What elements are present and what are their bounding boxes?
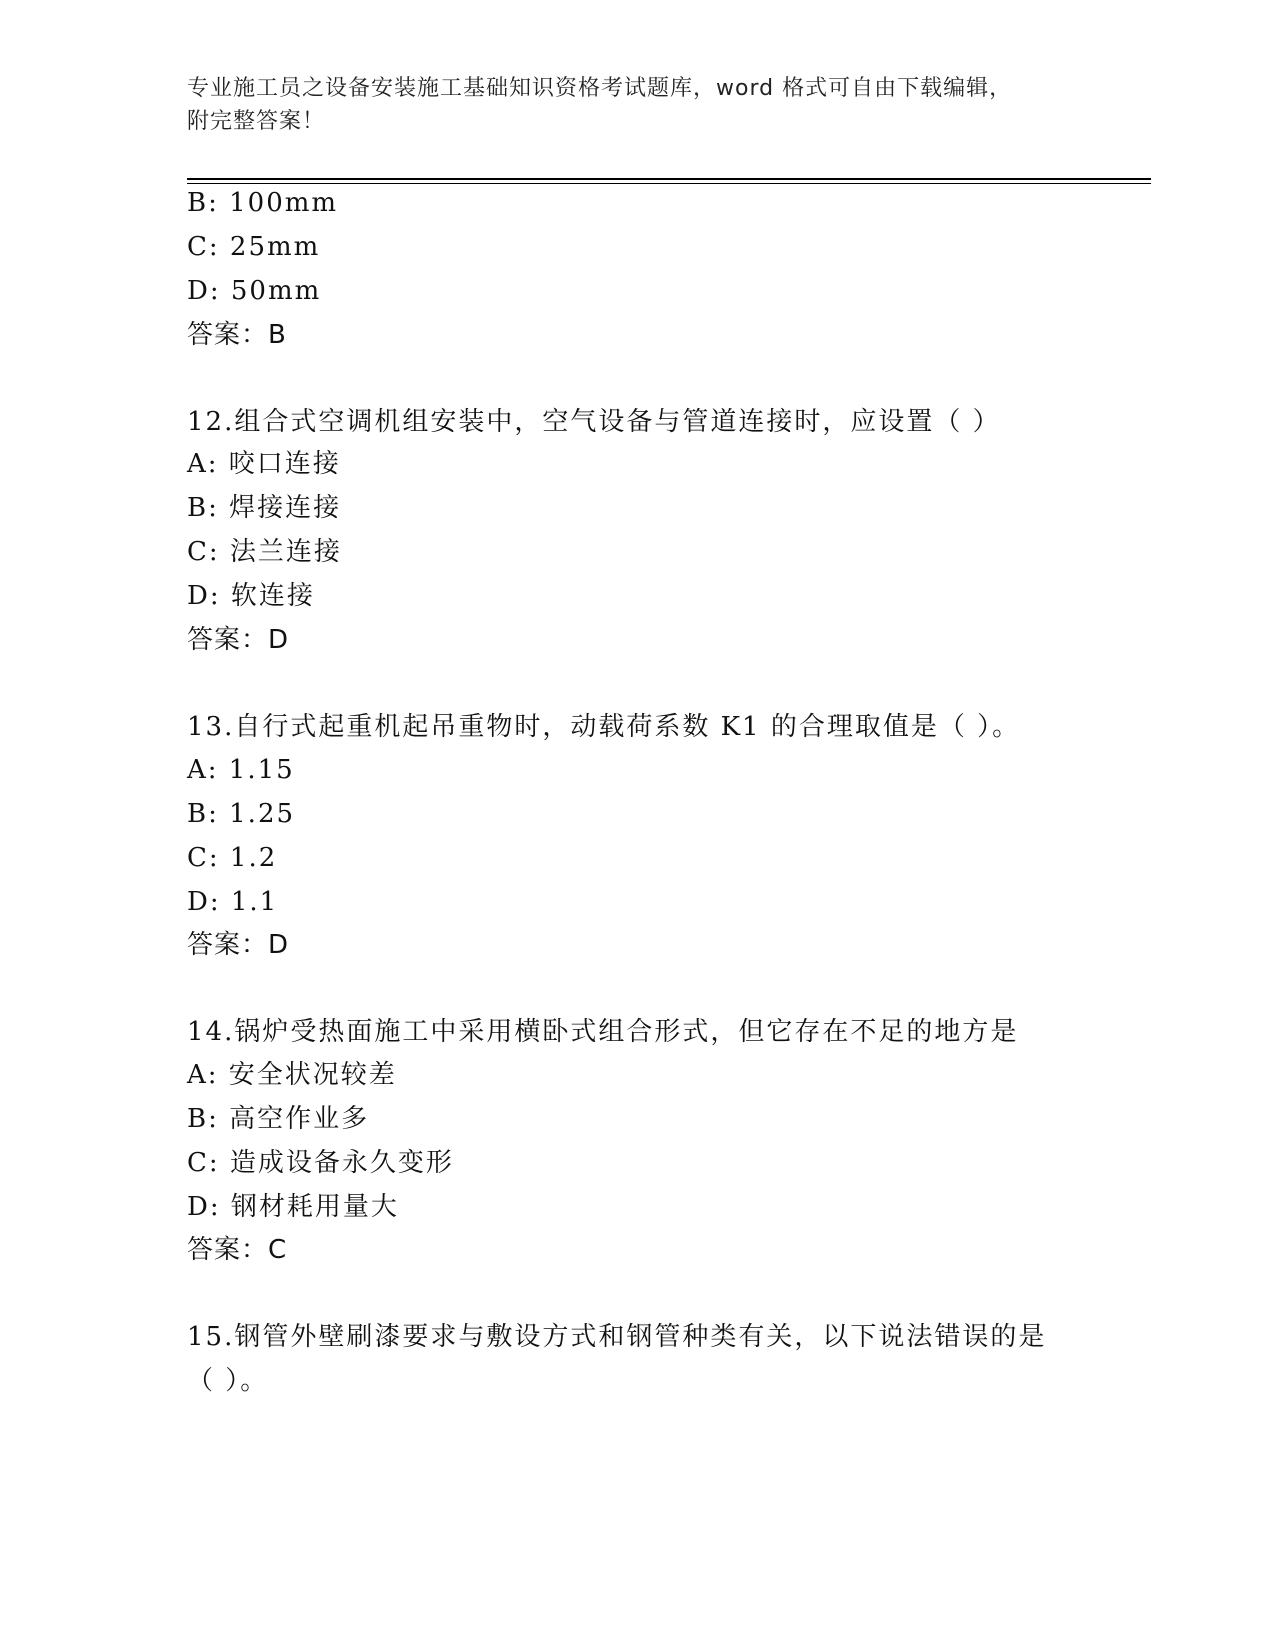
q14-option-c: C: 造成设备永久变形	[187, 1148, 454, 1178]
q13-option-b: B: 1.25	[187, 799, 296, 829]
q11-answer: 答案：B	[187, 320, 287, 350]
q14-option-a: A: 安全状况较差	[187, 1060, 397, 1090]
q12-option-a: A: 咬口连接	[187, 449, 341, 479]
q13-option-c: C: 1.2	[187, 843, 278, 873]
header-divider-thick	[187, 178, 1151, 180]
q15-stem-line-2: （ ）。	[187, 1366, 269, 1396]
q14-answer: 答案：C	[187, 1235, 288, 1265]
document-header	[187, 72, 1067, 138]
q15-stem-line-1: 15.钢管外壁刷漆要求与敷设方式和钢管种类有关，以下说法错误的是	[187, 1322, 1047, 1352]
q12-option-c: C: 法兰连接	[187, 537, 342, 567]
q14-stem: 14.锅炉受热面施工中采用横卧式组合形式，但它存在不足的地方是	[187, 1017, 1019, 1047]
q12-option-d: D: 软连接	[187, 581, 315, 611]
header-divider-thin	[187, 183, 1151, 184]
q13-answer: 答案：D	[187, 930, 290, 960]
header-line-2: 附完整答案！	[187, 109, 326, 134]
q13-option-a: A: 1.15	[187, 755, 295, 785]
q12-stem: 12.组合式空调机组安装中，空气设备与管道连接时，应设置（ ）	[187, 407, 1001, 437]
q13-stem: 13.自行式起重机起吊重物时，动载荷系数 K1 的合理取值是（ ）。	[187, 712, 1021, 742]
q14-option-d: D: 钢材耗用量大	[187, 1192, 399, 1222]
q14-option-b: B: 高空作业多	[187, 1104, 370, 1134]
q13-option-d: D: 1.1	[187, 887, 279, 917]
q12-option-b: B: 焊接连接	[187, 493, 342, 523]
header-line-1: 专业施工员之设备安装施工基础知识资格考试题库，word 格式可自由下载编辑，	[187, 76, 1013, 101]
q11-option-d: D: 50mm	[187, 276, 322, 306]
q12-answer: 答案：D	[187, 625, 290, 655]
q11-option-b: B: 100mm	[187, 188, 339, 218]
q11-option-c: C: 25mm	[187, 232, 321, 262]
